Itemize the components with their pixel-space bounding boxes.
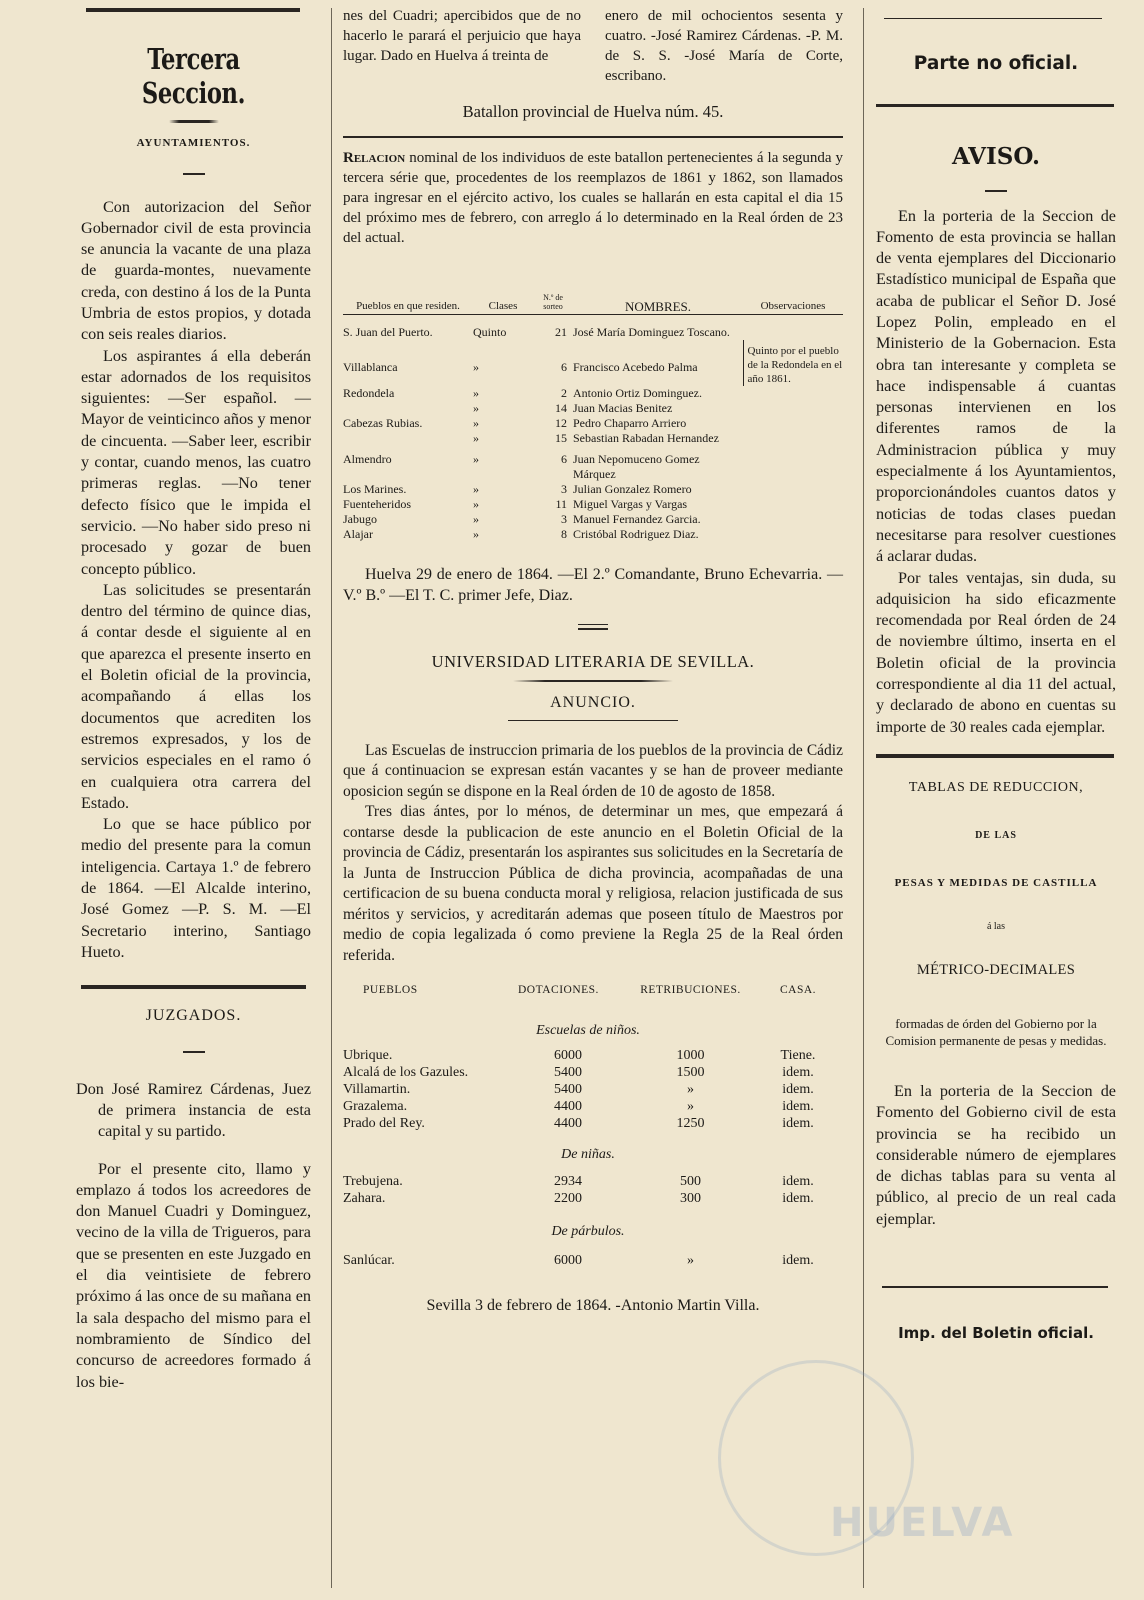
table-row	[343, 314, 843, 340]
univ-paragraph-2: Tres dias ántes, por lo ménos, de determinar un mes, que empezará á contarse desde la publicacion de este anuncio en el Boletin Oficial de la provincia de Cádiz, presentarán los aspirantes sus solicitudes en la Secretaría de la Junta de Instruccion Pública de dicha provincia, acompañadas de una certificacion de su buena conducta moral y religiosa, relacion justificada de sus méritos y servicios, y acreditarán ademas que poseen título de Maestros por medio de copia legalizada ó como previene la Regla 25 de la Real órden referida.	[343, 803, 843, 964]
aviso-paragraph-2: Por tales ventajas, sin duda, su adquisicion ha sido eficazmente recomendada por Real órden de 24 de noviembre último, inserta en el Boletin oficial de la provincia correspondiente al dia 11 del actual, y declarado de abono en cuentas su importe de 30 reales cada ejemplar.	[876, 568, 1116, 736]
header-nombres: NOMBRES.	[573, 262, 743, 314]
group-title: De niñas.	[561, 1147, 615, 1162]
cell-pueblo	[343, 431, 473, 446]
ayuntamientos-heading: AYUNTAMIENTOS.	[136, 137, 251, 149]
table-row	[343, 1081, 833, 1098]
table-row	[343, 1115, 833, 1132]
cell-nombre: Miguel Vargas y Vargas	[573, 496, 688, 511]
table-row	[343, 1190, 833, 1207]
divider-dash	[578, 624, 608, 626]
table-row	[343, 416, 843, 431]
cell-pueblo: Trebujena.	[343, 1174, 403, 1189]
separator-rule	[343, 136, 843, 138]
relacion-body	[343, 314, 843, 542]
cell-casa: idem.	[782, 1174, 814, 1189]
cell-clase: »	[473, 496, 479, 511]
relacion-paragraph	[343, 148, 843, 248]
header-obs: Observaciones	[743, 262, 843, 314]
group-title-row	[343, 1010, 833, 1047]
aviso-title: AVISO.	[951, 143, 1041, 170]
cell-clase: »	[473, 481, 479, 496]
cell-ret: 300	[680, 1191, 701, 1206]
anuncio-paragraph: Las solicitudes se presentarán dentro del término de quince dias, á contar desde el siguiente al en que aparezca el presente inserto en el Boletin oficial de la provincia, acompañando á ellas los documentos que acrediten los estremos expresados, y los de servicios especiales en el ramo ó en cualquiera otra carrera del Estado.	[81, 580, 311, 812]
cell-clase: »	[473, 511, 479, 526]
cell-dot: 5400	[554, 1082, 582, 1097]
group-title-row	[343, 1207, 833, 1252]
cell-pueblo: Los Marines.	[343, 481, 407, 496]
cell-pueblo: Fuenteheridos	[343, 496, 411, 511]
column-divider-2	[863, 8, 864, 1588]
cell-obs	[743, 386, 843, 401]
table-row	[343, 482, 843, 497]
anuncio-paragraph: Con autorizacion del Señor Gobernador civil de esta provincia se anuncia la vacante de una plaza de guarda-montes, nuevamente creda, con destino á los de la Punta Umbria de estos propios, y dotada con seis reales diarios.	[81, 197, 311, 344]
cell-obs	[743, 497, 843, 512]
cell-casa: idem.	[782, 1116, 814, 1131]
cell-nombre: Antonio Ortiz Dominguez.	[573, 385, 702, 400]
table-header-row	[343, 262, 843, 314]
separator-rule	[876, 754, 1114, 758]
cell-clase: »	[473, 430, 479, 445]
cell-pueblo: S. Juan del Puerto.	[343, 324, 433, 339]
ayuntamiento-anuncio	[81, 197, 311, 964]
table-row	[343, 446, 843, 482]
cell-pueblo: Ubrique.	[343, 1048, 393, 1063]
cell-nombre: Juan Macias Benitez	[573, 400, 673, 415]
separator-rule	[508, 720, 678, 721]
cell-dot: 2200	[554, 1191, 582, 1206]
juzgados-heading: JUZGADOS.	[145, 1007, 242, 1025]
table-row	[343, 1047, 833, 1064]
cell-num: 3	[561, 511, 567, 526]
cell-nombre: Pedro Chaparro Arriero	[573, 415, 687, 430]
separator-rule	[81, 985, 306, 989]
group-title-row	[343, 1132, 833, 1173]
cell-pueblo: Almendro	[343, 451, 392, 466]
ornament	[513, 680, 673, 682]
cell-casa: idem.	[782, 1082, 814, 1097]
cell-nombre: Sebastian Rabadan Hernandez	[573, 430, 719, 445]
top-rule-col3	[884, 18, 1102, 19]
table-row	[343, 1098, 833, 1115]
cont-right: enero de mil ochocientos sesenta y cuatro. -José Ramirez Cárdenas. -P. M. de S. S. -José María de Corte, escribano.	[605, 8, 843, 84]
univ-paragraph-1: Las Escuelas de instruccion primaria de los pueblos de la provincia de Cádiz que á continuacion se expresan están vacantes y se han de proveer mediante oposicion según se dispone en la Real órden de 10 de agosto de 1858.	[343, 741, 843, 800]
tablas-line-6: formadas de órden del Gobierno por la Comision permanente de pesas y medidas.	[885, 1015, 1107, 1048]
cell-clase: »	[473, 451, 479, 466]
aviso-paragraph-1: En la porteria de la Seccion de Fomento de esta provincia se hallan de venta ejemplares del Diccionario Estadístico municipal de España que acaba de publicar el Señor D. José Lopez Polin, empleado en el Ministerio de la Gobernacion. Esta obra tan interesante y completa se hace indispensable á cuantas personas intervienen en los diferentes ramos de la Administracion pública y muy especialmente á los Ayuntamientos, proporcionándoles cuantos datos y noticias de todas clases puedan necesitarse para resolver cuestiones á aclarar dudas.	[876, 206, 1116, 566]
cell-num: 21	[555, 324, 567, 339]
header-pueblos: Pueblos en que residen.	[343, 262, 473, 314]
cell-num: 6	[561, 451, 567, 466]
cell-dot: 5400	[554, 1065, 582, 1080]
batallon-title: Batallon provincial de Huelva núm. 45.	[462, 102, 724, 121]
cell-nombre: Juan Nepomuceno Gomez Márquez	[573, 451, 700, 481]
cell-pueblo: Villablanca	[343, 359, 398, 374]
divider-dash	[183, 173, 205, 175]
cell-pueblo: Zahara.	[343, 1191, 386, 1206]
table-row	[343, 1173, 833, 1190]
cell-num: 14	[555, 400, 567, 415]
relacion-lead: Relacion	[343, 150, 406, 166]
header-pueblos: PUEBLOS	[363, 984, 418, 996]
cell-nombre: Manuel Fernandez Garcia.	[573, 511, 701, 526]
cell-obs: Quinto por el pueblo de la Redondela en el año 1861.	[743, 340, 843, 386]
cell-num: 15	[555, 430, 567, 445]
table-row	[343, 1252, 833, 1269]
cell-obs	[743, 416, 843, 431]
cell-dot: 2934	[554, 1174, 582, 1189]
header-dotaciones: DOTACIONES.	[518, 984, 599, 996]
header-clases: Clases	[473, 262, 533, 314]
cell-num: 6	[561, 359, 567, 374]
anuncio-paragraph: Los aspirantes á ella deberán estar adornados de los requisitos siguientes: —Ser español. —Mayor de veinticinco años y menor de cincuenta. —Saber leer, escribir y contar, cuando menos, las cuatro primeras reglas. —No tener defecto físico que le impida el servicio. —No haber sido preso ni procesado y gozar de buen concepto público.	[81, 346, 311, 578]
firma-univ: Sevilla 3 de febrero de 1864. -Antonio Martin Villa.	[426, 1297, 760, 1314]
watermark-text: HUELVA	[830, 1500, 1015, 1546]
cell-obs	[743, 431, 843, 446]
cell-obs	[743, 446, 843, 482]
cell-pueblo: Alcalá de los Gazules.	[343, 1065, 469, 1080]
cell-nombre: Francisco Acebedo Palma	[573, 359, 698, 374]
divider-dash	[985, 190, 1007, 192]
table-row	[343, 431, 843, 446]
column-divider-1	[331, 8, 332, 1588]
table-header-row	[343, 982, 833, 1010]
cell-obs	[743, 482, 843, 497]
cell-ret: 500	[680, 1174, 701, 1189]
cell-pueblo: Jabugo	[343, 511, 377, 526]
cell-ret: »	[687, 1099, 694, 1114]
table-row	[343, 401, 843, 416]
divider-dash	[183, 1051, 205, 1053]
cell-nombre: José María Dominguez Toscano.	[573, 324, 730, 339]
cell-clase: »	[473, 400, 479, 415]
table-row	[343, 527, 843, 542]
cell-ret: 1500	[676, 1065, 705, 1080]
firma-batallon: Huelva 29 de enero de 1864. —El 2.º Comandante, Bruno Echevarria. —V.º B.º —El T. C. primer Jefe, Diaz.	[343, 565, 843, 604]
cell-ret: »	[687, 1253, 694, 1268]
ornament	[169, 120, 219, 123]
header-num-label: N.º de sorteo	[543, 292, 563, 311]
juez-intro: Don José Ramirez Cárdenas, Juez de primera instancia de esta capital y su partido.	[76, 1079, 311, 1141]
univ-title: UNIVERSIDAD LITERARIA DE SEVILLA.	[431, 651, 755, 671]
tablas-line-5: MÉTRICO-DECIMALES	[916, 961, 1076, 978]
imprenta: Imp. del Boletin oficial.	[898, 1324, 1094, 1342]
divider-dash	[578, 628, 608, 630]
separator-rule	[882, 1286, 1108, 1288]
juez-paragraph: Por el presente cito, llamo y emplazo á todos los acreedores de don Manuel Cuadri y Dominguez, vecino de la villa de Trigueros, para que se presenten en este Juzgado en el dia veintisiete de febrero próximo á las once de su mañana en la sala despacho del mismo para el nombramiento de Síndico del concurso de acreedores formado á los bie-	[76, 1159, 311, 1391]
cell-dot: 6000	[554, 1253, 582, 1268]
table-row	[343, 512, 843, 527]
column-1	[76, 0, 311, 1393]
cont-left: nes del Cuadri; apercibidos que de no hacerlo le parará el perjuicio que haya lugar. Dado en Huelva á treinta de	[343, 8, 581, 64]
cell-pueblo: Sanlúcar.	[343, 1253, 395, 1268]
cell-num: 12	[555, 415, 567, 430]
cell-pueblo	[343, 401, 473, 416]
cell-clase: Quinto	[473, 324, 507, 339]
tablas-paragraph: En la porteria de la Seccion de Fomento del Gobierno civil de esta provincia se ha recibido un considerable número de ejemplares de dichas tablas para su venta al público, al precio de un real cada ejemplar.	[876, 1081, 1116, 1228]
cell-casa: Tiene.	[780, 1048, 816, 1063]
relacion-text: nominal de los individuos de este batallon pertenecientes á la segunda y tercera série que, procedentes de los reemplazos de 1861 y 1862, son llamados para ingresar en el ejército activo, los cuales se hallarán en esta capital el dia 15 del próximo mes de febrero, con arreglo á lo determinado en la Real órden de 23 del actual.	[343, 150, 843, 246]
table-row	[343, 386, 843, 401]
escuelas-table	[343, 982, 833, 1269]
anuncio-title: ANUNCIO.	[550, 693, 636, 711]
cell-clase: »	[473, 526, 479, 541]
cell-ret: 1000	[676, 1048, 705, 1063]
cell-pueblo: Villamartin.	[343, 1082, 411, 1097]
cell-num: 11	[555, 496, 567, 511]
header-num	[533, 262, 573, 314]
table-row	[343, 340, 843, 386]
table-row	[343, 497, 843, 512]
cell-dot: 4400	[554, 1099, 582, 1114]
cell-ret: 1250	[676, 1116, 705, 1131]
cell-clase: »	[473, 385, 479, 400]
cell-pueblo: Prado del Rey.	[343, 1116, 425, 1131]
cell-nombre: Julian Gonzalez Romero	[573, 481, 692, 496]
section-title: Tercera Seccion.	[141, 42, 246, 110]
tablas-line-2: DE LAS	[975, 829, 1017, 841]
cell-obs	[743, 401, 843, 416]
cell-obs	[743, 512, 843, 527]
tablas-line-1: TABLAS DE REDUCCION,	[908, 779, 1084, 795]
cell-obs	[743, 527, 843, 542]
cell-dot: 6000	[554, 1048, 582, 1063]
cell-num: 2	[561, 385, 567, 400]
group-title: De párbulos.	[551, 1224, 625, 1239]
cell-dot: 4400	[554, 1116, 582, 1131]
cell-pueblo: Cabezas Rubias.	[343, 415, 423, 430]
separator-rule	[876, 104, 1114, 107]
divider-dash-double	[343, 624, 843, 630]
cell-clase: »	[473, 415, 479, 430]
cell-pueblo: Grazalema.	[343, 1099, 408, 1114]
cell-num: 3	[561, 481, 567, 496]
group-title: Escuelas de niños.	[536, 1023, 640, 1038]
cell-num: 8	[561, 526, 567, 541]
cell-clase: »	[473, 359, 479, 374]
cell-obs	[743, 314, 843, 340]
cell-casa: idem.	[782, 1253, 814, 1268]
relacion-table	[343, 262, 843, 542]
parte-title: Parte no oficial.	[913, 53, 1079, 74]
column-3	[876, 0, 1116, 1342]
cell-pueblo: Redondela	[343, 385, 395, 400]
tablas-line-4: á las	[986, 920, 1006, 932]
table-row	[343, 1064, 833, 1081]
cell-casa: idem.	[782, 1065, 814, 1080]
cell-pueblo: Alajar	[343, 526, 373, 541]
cell-ret: »	[687, 1082, 694, 1097]
cell-nombre: Cristóbal Rodriguez Diaz.	[573, 526, 699, 541]
header-retribuciones: RETRIBUCIONES.	[640, 984, 741, 996]
column-2	[343, 0, 843, 1315]
tablas-line-3: PESAS Y MEDIDAS DE CASTILLA	[894, 876, 1098, 889]
cell-casa: idem.	[782, 1099, 814, 1114]
anuncio-paragraph: Lo que se hace público por medio del presente para la comun inteligencia. Cartaya 1.º de febrero de 1864. —El Alcalde interino, José Gomez —P. S. M. —El Secretario interino, Santiago Hueto.	[81, 815, 311, 961]
header-casa: CASA.	[779, 984, 817, 996]
cell-casa: idem.	[782, 1191, 814, 1206]
